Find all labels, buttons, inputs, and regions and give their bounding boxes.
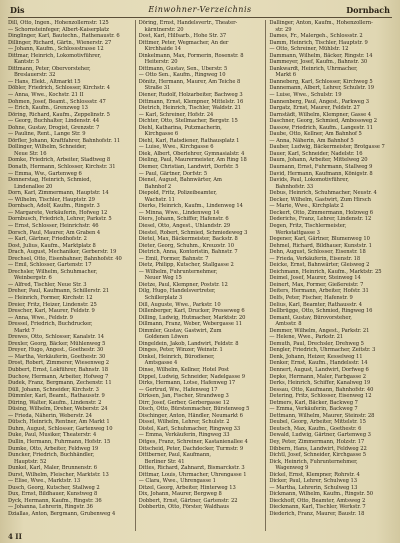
directory-entry: Duncker, Friedrich, Buchhändler, [8,452,95,459]
directory-entry: Kantstr. 5 [14,59,40,66]
directory-entry: Drost, Robert, Zimmerer, Wiesenweg 2 [8,360,110,367]
directory-entry: Dusch, Georg, Kutscher, Stallweg 2 [8,484,100,491]
directory-entry: — Luise, Wwe., Schulstr. 19 [269,92,342,99]
directory-entry: Daum, Johann, Arbeiter, Mittelweg 20 [269,157,368,164]
directory-entry: Dewald, Ludwig, Gärtner, Gartenweg 3 [269,432,371,439]
directory-entry: Breslauerstr. 32 [14,72,56,79]
directory-entry: Dreher, Paul, Kaufmann, Schillerstr. 21 [8,288,110,295]
directory-entry: Drechsel, Otto, Eisenbahner, Bahnhofstr. 40 [8,255,122,262]
directory-entry: Diepold, Fritz, Polizeibeamter, [138,190,217,197]
directory-entry: — Anna, Wwe., Kochstr. 21 II [8,92,84,99]
column-left [8,20,131,531]
directory-entry: Drexler, Georg, Bäcker, Mühlenweg 5 [8,340,106,347]
directory-entry: Dickel, Ernst, Klempner, Rohrstr. 4 [269,471,360,478]
page-title: Einwohner-Verzeichnis [148,5,252,14]
directory-entry: Daumann, Ernst, Fuhrmann, Stallweg 9 [269,164,373,171]
directory-entry: Diener, Rudolf, Holzarbeiter, Bachweg 3 [138,92,243,99]
directory-entry: Degener, Karl, Gärtner, Blumenweg 10 [269,236,370,243]
directory-entry: — Minna, Wwe., Lindenweg 14 [138,209,220,216]
directory-entry: Dornbusch, Friedrich, Lehrer, Parkstr. 5 [8,216,112,223]
directory-entry: — Johann, Kaufm., Schlossstrasse 12 [8,46,104,53]
directory-entry: Düll, Johann, Schneider, Kirchstr. 3 [8,386,99,393]
directory-entry: Dubbert, Ernst, Lokführer, Bahnstr. 18 [8,366,109,373]
directory-entry: Döring, Ernst, Handelsvertr., Theater- [138,20,238,26]
directory-entry: Drescher, Karl, Maurer, Feldstr. 9 [8,308,95,315]
directory-entry: Dinkel, Heinrich, Bürodiener, [138,353,215,360]
directory-entry: — Elise, Wwe., Marktstr. 13 [8,478,81,485]
directory-entry: Dobbertin, Otto, Förster, Waldhaus [138,504,230,511]
page-number: Dis [10,5,25,15]
directory-entry: Dannenberg, Paul, Angest., Parkweg 3 [269,98,369,105]
directory-entry: Dennert, August, Landwirt, Dorfweg 6 [269,366,369,373]
directory-entry: — Marie, Wwe., Kirchplatz 2 [269,203,344,210]
directory-entry: Amtsstr. 8 [275,321,302,328]
directory-entry: Dieter, Georg, Schuhm., Kreuzstr. 10 [138,242,234,249]
directory-entry: Dorsch, Paul, Maurer, Am Graben 4 [8,229,101,236]
directory-entry: — Frieda, Verkäuferin, Eisenstr. 18 [269,255,361,262]
directory-entry: Neue Str. 16 [14,150,47,157]
directory-entry: Dauber, Ludwig, Bäckermeister, Brotgasse 7 [269,144,385,151]
directory-entry: Dost, Karl, Hilfsarb., Hohe Str. 37 [138,33,227,40]
directory-entry: Dischinger, Anton, Händler, Neumarkt 6 [138,412,243,419]
directory-entry: Dittmann, Gustav, Sen., Überstr. 5 [138,65,228,72]
directory-entry: Dümmler, Karl, Beamt., Rathausstr. 9 [8,393,105,400]
directory-entry: Danneberg, Karl, Schlosser, Kirchweg 5 [269,78,373,85]
directory-entry: Duhm, August, Schlosser, Gartenweg 10 [8,425,113,432]
directory-entry: Dittmann, Peter, Obervorsteher, [8,65,91,72]
directory-entry: Deiters, Hermann, Arbeiter, Hofstr. 31 [269,288,369,295]
directory-entry: Dütsch, Heinrich, Rentner, Am Markt 1 [8,419,110,426]
directory-entry: Donath, Hermann, Schlosser, Kirchstr. 31 [8,164,116,171]
directory-entry: Deutsch, Max, Kaufm., Goethestr. 6 [269,425,362,432]
directory-entry: Dorn, Karl, Zimmermann, Hauptstr. 14 [8,190,109,197]
directory-entry: Dinkelmann, Max, Formerin, Rosenstr. 8 [138,52,244,59]
directory-entry: Detmers, Karl, Bäcker, Backweg 7 [269,399,358,406]
directory-entry: Delius, Karl, Beamter, Rathausstr. 4 [269,301,362,308]
directory-entry: — Wilhelm, Fuhrunternehmer, [138,268,218,275]
directory-entry: Schillerplatz 3 [144,294,183,301]
directory-entry: Dyck, Hermann, Kaufm., Ringstr. 36 [8,497,102,504]
directory-entry: — Otto, Schreiner, Mühlstr. 12 [269,46,349,53]
directory-entry: Demuth, Paul, Drechsler, Drehweg 5 [269,340,364,347]
directory-entry: Dietze, Paul, Klempner, Poststr. 12 [138,281,228,288]
directory-entry: Dietz, Philipp, Kutscher, Stallgasse 2 [138,262,234,269]
directory-entry: Wachstr. 11 [144,196,175,203]
directory-entry: Dellbrügge, Otto, Schmied, Ringweg 16 [269,308,373,315]
directory-entry: Deubel, Georg, Arbeiter, Mittelstr. 15 [269,419,366,426]
directory-entry: Dobbert, Ernst, Gärtner, Gartenstr. 22 [138,497,238,504]
page-header [8,4,392,18]
directory-entry: Dill, Auguste, Wwe., Parkstr. 10 [138,301,221,308]
directory-entry: — Martha, Lehrerin, Schulweg 13 [269,484,358,491]
directory-entry: Derks, Heinrich, Schiffer, Kanalweg 19 [269,380,371,387]
directory-entry: Donnerstag, Heinrich, Schmied, [8,177,92,184]
directory-entry: Düring, Walter, Kaufm., Lindenstr. 2 [8,399,102,406]
directory-entry: — Emil, Schlosser, Gartenstr. 17 [8,262,92,269]
directory-entry: Werkstattgasse 3 [275,229,320,236]
directory-entry: Deicke, Ernst, Bahnwärter, Gleisweg 2 [269,262,370,269]
directory-entry: Döbler, Friedrich, Schlosser, Kirchstr. 4 [8,85,110,92]
directory-entry: Dilg, Hugo, Handelsvertreter, [138,288,216,295]
directory-entry: Amtsgasse 4 [144,360,178,367]
directory-entry: Hauptstr. 52 [14,458,47,465]
directory-entry: Goldenen Löwen [144,334,189,341]
directory-entry: Dirks, Hermann, Lotse, Hafenweg 17 [138,380,236,387]
directory-entry: — Hans, Elekt., Altmarkt 15 [8,78,81,85]
directory-entry: Daschner, Georg, Schmied, Ambossweg 2 [269,118,377,125]
directory-entry: Dix, Johann, Maurer, Bergweg 8 [138,491,222,498]
directory-entry: David, Hermann, Kaufmann, Königstr. 8 [269,170,373,177]
directory-entry: Dreier, Fritz, Heizer, Lindenstr. 25 [8,301,97,308]
directory-entry: — Anna, Näherin, Am Bahnhof 5 [269,137,354,144]
directory-entry: Dullin, Hermann, Fuhrmann, Hofstr. 15 [8,439,111,445]
directory-entry: Dierks, Heinrich, Kaufm., Lindenweg 14 [138,203,243,210]
directory-entry: — Martha, Verkäuferin, Goethestr. 30 [8,353,106,360]
directory-entry: — Pauline, Rent., Lange Str. 9 [8,131,86,138]
directory-entry: — Paul, Gärtner, Dorfstr. 5 [138,170,208,177]
directory-entry: — Heinrich, Former, Kirchstr. 12 [8,294,93,301]
directory-entry: Dammann, Wilhelm, Bäcker, Ringstr. 14 [269,52,373,59]
directory-entry: Dick, Heinrich, Fuhrunternehmer, [269,458,358,465]
directory-entry: Wagenweg 9 [275,465,309,472]
signature-mark: 4 II [8,532,22,541]
directory-entry: Dinglinger, Karl, Bautechn., Rathenaustr. 6 [8,33,120,40]
directory-entry: Dieckhoff, Otto, Beamter, Amtsweg 2 [269,497,366,504]
directory-entry: — Alfred, Tischler, Neue Str. 3 [8,281,87,288]
directory-entry: Dames, Fr., Malergeh., Schlossstr. 2 [269,33,363,40]
directory-entry: Diestel, Robert, Schmied, Schmiedeweg 3 [138,229,248,236]
directory-entry: Drechsler, Wilhelm, Schuhmacher, [8,268,98,275]
directory-entry: Kirchhaide 14 [144,46,182,53]
directory-entry: Diehl, Karl, Ratsdiener, Rathausplatz 1 [138,137,240,144]
directory-entry: Markt 6 [275,72,297,79]
directory-entry: Dill, Otto, Ingen., Hohenzollernstr. 125 [8,20,109,26]
directory-entry: — Frieda, Näherin, Weberstr. 24 [8,412,93,419]
directory-entry: Deimel, Josef, Maurer, Steinweg 14 [269,275,361,282]
directory-entry: Dichtl, Josef, Schneider, Kirchgasse 5 [269,452,367,459]
directory-entry: Drach, August, Mechaniker, Gerberstr. 19 [8,249,117,256]
directory-entry: Dargatz, Ernst, Maurer, Feldstr. 27 [269,105,360,112]
directory-entry: kärntnerstr. 20 [144,26,184,33]
directory-entry: Dux, Ernst, Bildhauer, Kunstweg 8 [8,491,98,498]
directory-entry: Dederichs, Franz, Lehrer, Lindenstr. 12 [269,216,372,223]
directory-entry: Detering, Fritz, Schlosser, Eisenweg 12 [269,393,372,400]
directory-entry: Dibbern, Hans, Landwirt, Feldweg 22 [269,445,367,452]
directory-entry: Dornbach, Adolf, Kaufm., Ringstr. 3 [8,203,100,210]
directory-entry: Dengler, Friedrich, Uhrmacher, Zeitstr. 3 [269,347,376,354]
directory-entry: Bahnhof 2 [144,183,172,190]
directory-entry: Dey, Peter, Zimmermann, Holzstr. 17 [269,439,365,445]
directory-entry: — Clara, Wwe., Uhrengasse 1 [138,478,216,485]
directory-entry: Dingeldein, Jakob, Landwirt, Feldstr. 8 [138,340,239,347]
directory-entry: Straße 31 [144,85,171,92]
directory-entry: Disch, Otto, Bürstenmacher, Bürstenweg 5 [138,406,250,413]
directory-entry: Degen, Fritz, Tischlermeister, [269,222,347,229]
directory-entry: Dettmann, Wilhelm, Maurer, Steinstr. 28 [269,412,375,419]
column-middle [135,20,262,531]
directory-entry: — Helene, Wwe., Parkstr. 21 [269,334,344,341]
directory-entry: Dickmann, Wilhelm, Kaufm., Ringstr. 50 [269,491,374,498]
directory-entry: Deckert, Otto, Zimmermann, Holzweg 6 [269,209,374,216]
catchword: Dornbach [346,5,390,15]
directory-entry: Dittmar, Heinrich, Lokomotivführer, [8,52,101,59]
directory-entry: Deichmann, Heinrich, Kaufm., Marktstr. 25 [269,268,382,275]
directory-entry: Dietrich, Anna, Kontoristin, Bahnstr. 7 [138,249,238,256]
directory-entry: Ditzel, Georg, Arbeiter, Hinterweg 13 [138,484,236,491]
directory-entry: Demant, Gustav, Bürovorsteher, [269,314,352,321]
directory-entry: Dietel, Max, Bäckermeister, Backstr. 8 [138,236,238,243]
columns [8,20,392,531]
directory-entry: Dilling, Ludwig, Hutmacher, Marktstr. 20 [138,314,246,321]
directory-entry: Dinges, Peter, Winzer, Weinstr. 1 [138,347,223,354]
directory-entry: Weinbergstr. 6 [14,275,52,282]
directory-entry: Dittberner, Paul, Kaufmann, [138,452,212,459]
directory-entry: — Margarete, Verkäuferin, Hofweg 12 [8,209,108,216]
directory-entry: Dumke, Otto, Arbeiter, Feldweg 19 [8,445,99,452]
directory-entry: — Johanna, Lehrerin, Ringstr. 36 [8,504,93,511]
directory-entry: Dimmler, Gustav, Gastwirt, Zum [138,327,222,334]
directory-entry: Berliner Str. 41 [144,458,185,465]
directory-entry: — Georg, Buchhalter, Lindenstr. 44 [8,118,100,125]
directory-entry: Dudek, Franz, Bergmann, Zechenstr. 11 [8,380,112,387]
directory-entry: Dressel, Friedrich, Buchdrucker, [8,321,93,328]
column-right [265,20,392,531]
directory-entry: Debus, Heinrich, Schuhmacher, Neustr. 4 [269,190,377,197]
directory-entry: Dohne, Gustav, Drogist, Grenzstr. 7 [8,124,100,131]
directory-entry: — Emil, Former, Bahnstr. 7 [138,255,209,262]
directory-entry: Dillenberger, Karl, Drucker, Presseweg 6 [138,308,245,315]
directory-entry: Düsing, Wilhelm, Dreher, Weberstr. 24 [8,406,108,413]
directory-entry: Dicker, Paul, Lehrer, Schulweg 13 [269,478,357,485]
directory-entry: Dollinger, Wilhelm, Schneider, [8,144,87,151]
directory-entry: Dittmar, Louis, Uhrmacher, Uhrengasse 1 [138,471,247,478]
directory-entry: Dichter, Otto, Stellmacher, Bergstr. 15 [138,118,238,125]
directory-entry: Delfs, Peter, Fischer, Hafenstr. 9 [269,294,353,301]
directory-entry: — Otto Sen., Kaufm., Ringweg 10 [138,72,226,79]
directory-entry: Diek, Albert, Oberlehrer, Gymnasialstr. 4 [138,150,245,157]
directory-entry: Dammeyer, Josef, Kaufm., Bahnstr. 30 [269,59,368,66]
directory-entry: Diederich, Franz, Maurer, Baustr. 18 [269,511,365,518]
directory-entry: Dissel, Wilhelm, Lehrer, Schulstr. 2 [138,419,230,426]
directory-entry: Depke, Hermann, Maler, Farbgasse 2 [269,373,367,380]
directory-entry: Kirchgasse 6 [144,131,179,138]
directory-entry: Dallinger, Anton, Kaufm., Hohenzollern- [269,20,373,26]
directory-entry: Dinse, Wilhelm, Kellner, Hotel Post [138,366,229,373]
directory-entry: Duchow, Hermann, Arbeiter, Hofweg 7 [8,373,109,380]
directory-entry: — Gertrud, Ww., Hafenweg 17 [138,386,218,393]
directory-entry: Ditscheid, Peter, Dachdecker, Turmstr. 9 [138,445,244,452]
directory-entry: Dauer, Karl, Schneider, Nadelstr. 16 [269,150,363,157]
directory-entry: Dieling, Paul, Maurermeister, Am Ring 18 [138,157,247,164]
directory-entry: Dillmann, Franz, Weber, Webergasse 11 [138,321,242,328]
directory-entry: — Erich, Kaufm., Grenzweg 13 [8,105,88,112]
directory-entry: Dost, Julius, Kaufm., Marktplatz 8 [8,242,96,249]
directory-entry: Durst, Wilhelm, Fleischer, Marktstr. 13 [8,471,109,478]
directory-entry: Dessau, Otto, Kaufmann, Bahnhofstr. 40 [269,386,374,393]
directory-entry: — Anna, Wwe., Feldstr. 9 [8,314,73,321]
directory-entry: — Karl, Gärtner, Friedhofstr. 2 [8,236,87,243]
directory-entry: Deinert, Max, Former, Gießereistr. 7 [269,281,364,288]
directory-entry: — Emma, Verkäuferin, Backweg 7 [269,406,358,413]
directory-entry: Neuer Weg 15 [144,275,182,282]
directory-entry: Dietrich, Heinrich, Tischler, Waldstr. 21 [138,105,242,112]
directory-entry: Diemer, Christian, Landwirt, Dorfstr. 5 [138,164,239,171]
directory-entry: Dittes, Richard, Zahnarzt, Bismarckstr. 3 [138,465,245,472]
directory-entry: — Emma, Verkäuferin, Ringweg 33 [138,432,230,439]
directory-entry: Heiterstr. 20 [144,59,178,66]
directory-entry: Dippel, Ludwig, Schneider, Nadelgasse 9 [138,373,245,380]
directory-entry: Dittmer, Peter, Wegmacher, An der [138,39,229,46]
directory-entry: Domke, Friedrich, Arbeiter, Stadtweg 8 [8,157,111,164]
directory-entry: Diers, Johann, Schiffer, Hafenstr. 6 [138,216,229,223]
directory-entry: Dittmann, Ernst, Klempner, Mittelstr. 16 [138,98,244,105]
directory-entry: Damm, Heinrich, Tischler, Hauptstr. 9 [269,39,368,46]
directory-entry: Dunkel, Karl, Maler, Brunnenstr. 6 [8,465,98,472]
directory-entry: Dohmen, Josef, Beamt., Schlossstr. 47 [8,98,106,105]
directory-entry: Davids, Paul, Lokomotivführer, [269,177,349,184]
directory-entry: Denk, Johann, Heizer, Kesselweg 11 [269,353,363,360]
directory-entry: Duke, Paul, Musiker, Theaterstr. 4 [8,432,97,439]
directory-entry: Dönitz, Hermann, Maurer, Am Teiche 8 [138,78,241,85]
directory-entry: Dillinger, Richard, Gärtn., Wienerstr. 27 [8,39,112,46]
directory-entry: Dankwardt, Heinrich, Uhrmacher, [269,65,358,72]
directory-entry: Markt 7 [14,327,35,334]
directory-entry: Diesel, Otto, Angest., Uhlandstr. 29 [138,222,231,229]
directory-entry: — Wilhelm, Tischler, Hauptstr. 29 [8,196,95,203]
directory-entry: Dieckmann, Karl, Tischler, Werkstr. 7 [269,504,366,511]
directory-entry: Dirr, Josef, Gerber, Gerbergasse 12 [138,399,230,406]
directory-entry: Ditges, Franz, Schreiner, Kastanienallee 4 [138,439,248,445]
directory-entry: Dienel, August, Bahnwärter, Am [138,177,222,184]
directory-entry: Dannemann, Albert, Lehrer, Schulstr. 19 [269,85,375,92]
directory-entry: Daube, Otto, Kellner, Am Bahnhof 5 [269,131,362,138]
directory-entry: — Ernst, Schlosser, Heinrichstr. 46 [8,222,99,229]
directory-entry: str. 29 [275,26,292,33]
directory-entry: Darnstädt, Wilhelm, Klempner, Gasse 4 [269,111,371,118]
directory-entry: Lindenallee 20 [14,183,53,190]
directory-entry: Döring, Richard, Kaufm., Zeppelinstr. 5 [8,111,110,118]
directory-entry: — Emma, Ww., Gartenweg 6 [8,170,82,177]
directory-entry: — Schornsteinfeger, Albert-Kaiserplatz [8,26,109,33]
directory-entry: Drewes, Otto, Schlosser, Kanalstr. 14 [8,334,104,341]
directory-entry: — Luise, Wwe., Kirchgasse 6 [138,144,214,151]
directory-entry: Dziallas, Anton, Bergmann, Grubenweg 4 [8,511,116,518]
directory-entry: — Karl, Schreiner, Hofstr. 24 [138,111,214,118]
directory-entry: Bahnhofstr. 33 [275,183,314,190]
directory-entry: Diehl, Katharina, Putzmacherin, [138,124,222,131]
directory-entry: Dehn, August, Schlosser, Eisenstr. 18 [269,249,366,256]
directory-entry: Dirksen, Jan, Fischer, Strandweg 3 [138,393,229,400]
directory-entry: Denker, Ernst, Kaufm., Handelsstr. 14 [269,360,368,367]
directory-entry: Decker, Wilhelm, Gastwirt, Zum Hirsch [269,196,371,203]
directory-entry: Dörfler, Johann, Kraftfahrer, Bahnhofstr. 11 [8,137,121,144]
directory-entry: Dassow, Friedrich, Kaufm., Langestr. 11 [269,124,373,131]
directory-entry: Dehmel, Richard, Bildhauer, Kunststr. 1 [269,242,372,249]
directory-entry: Demmer, Wilhelm, Angest., Parkstr. 21 [269,327,370,334]
directory-entry: Dreyer, Hugo, Angest., Goethestr. 30 [8,347,104,354]
directory-entry: Distel, Karl, Schuhmacher, Ringweg 33 [138,425,241,432]
